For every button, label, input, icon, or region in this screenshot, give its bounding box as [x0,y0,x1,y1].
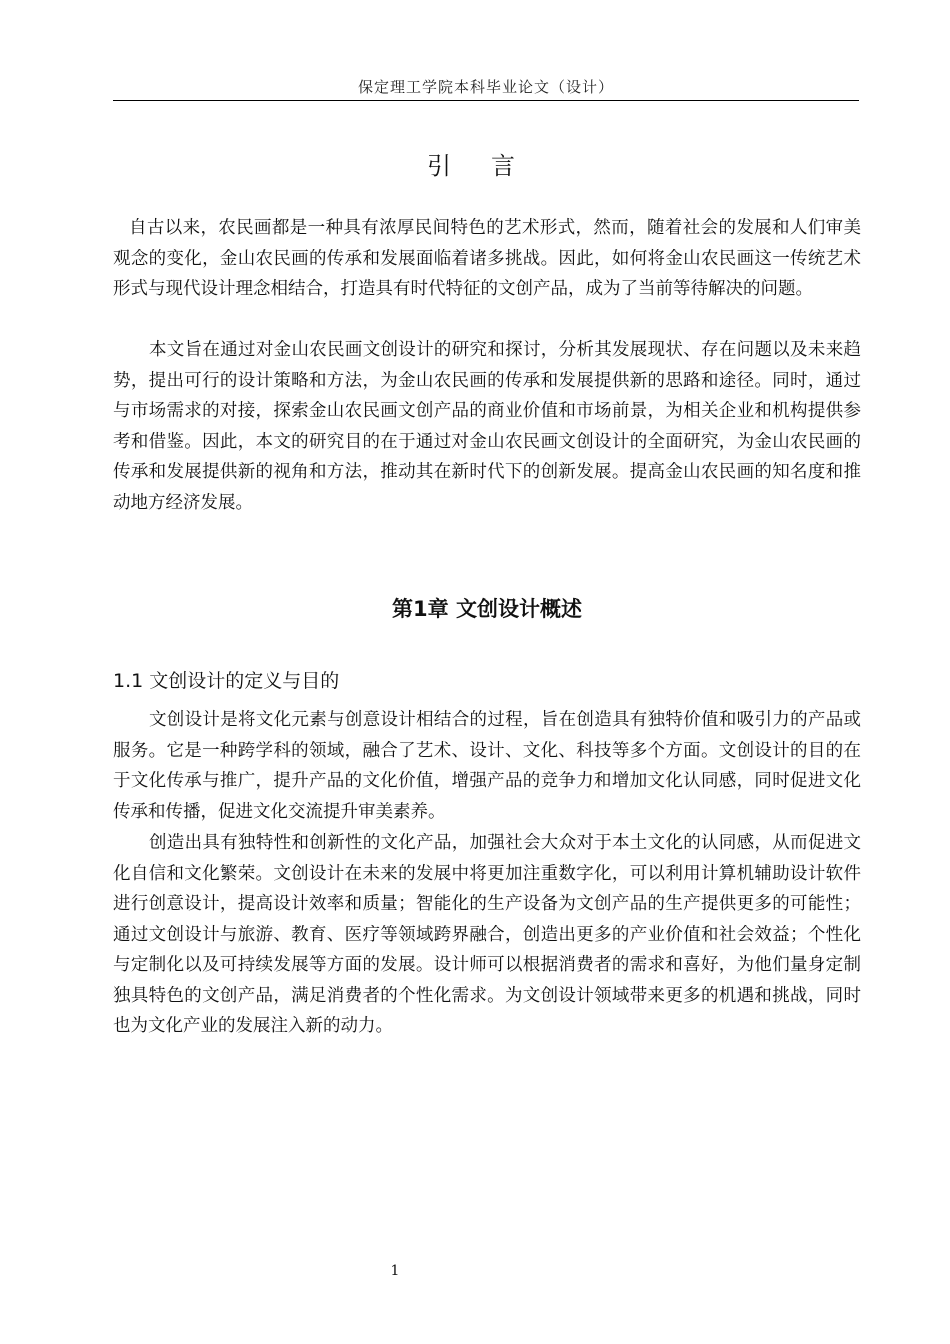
chapter-title: 第1章 文创设计概述 [392,597,582,621]
page-number: 1 [390,1263,400,1279]
running-header: 保定理工学院本科毕业论文（设计） [357,78,614,96]
intro-paragraph-2: 本文旨在通过对金山农民画文创设计的研究和探讨，分析其发展现状、存在问题以及未来趋势，提出可行的设计策略和方法，为金山农民画的传承和发展提供新的思路和途径。同时，通过与市场需求的对接，探索金山农民画文创产品的商业价值和市场前景，为相关企业和机构提供参考和借鉴。因此，本文的研究目的在于通过对金山农民画文创设计的全面研究，为金山农民画的传承和发展提供新的视角和方法，推动其在新时代下的创新发展。提高金山农民画的知名度和推动地方经济发展。 [113,340,861,513]
section-paragraph-2: 创造出具有独特性和创新性的文化产品，加强社会大众对于本土文化的认同感，从而促进文化自信和文化繁荣。文创设计在未来的发展中将更加注重数字化，可以利用计算机辅助设计软件进行创意设计，提高设计效率和质量；智能化的生产设备为文创产品的生产提供更多的可能性；通过文创设计与旅游、教育、医疗等领域跨界融合，创造出更多的产业价值和社会效益；个性化与定制化以及可持续发展等方面的发展。设计师可以根据消费者的需求和喜好，为他们量身定制独具特色的文创产品，满足消费者的个性化需求。为文创设计领域带来更多的机遇和挑战，同时也为文化产业的发展注入新的动力。 [113,833,861,1036]
header-divider [113,100,859,101]
intro-title: 引 言 [427,152,523,180]
section-title: 1.1 文创设计的定义与目的 [113,670,340,692]
section-paragraph-1: 文创设计是将文化元素与创意设计相结合的过程，旨在创造具有独特价值和吸引力的产品或服务。它是一种跨学科的领域，融合了艺术、设计、文化、科技等多个方面。文创设计的目的在于文化传承与推广，提升产品的文化价值，增强产品的竞争力和增加文化认同感，同时促进文化传承和传播，促进文化交流提升审美素养。 [113,710,861,822]
intro-paragraph-1: 自古以来，农民画都是一种具有浓厚民间特色的艺术形式，然而，随着社会的发展和人们审美观念的变化，金山农民画的传承和发展面临着诸多挑战。因此，如何将金山农民画这一传统艺术形式与现代设计理念相结合，打造具有时代特征的文创产品，成为了当前等待解决的问题。 [113,218,861,299]
